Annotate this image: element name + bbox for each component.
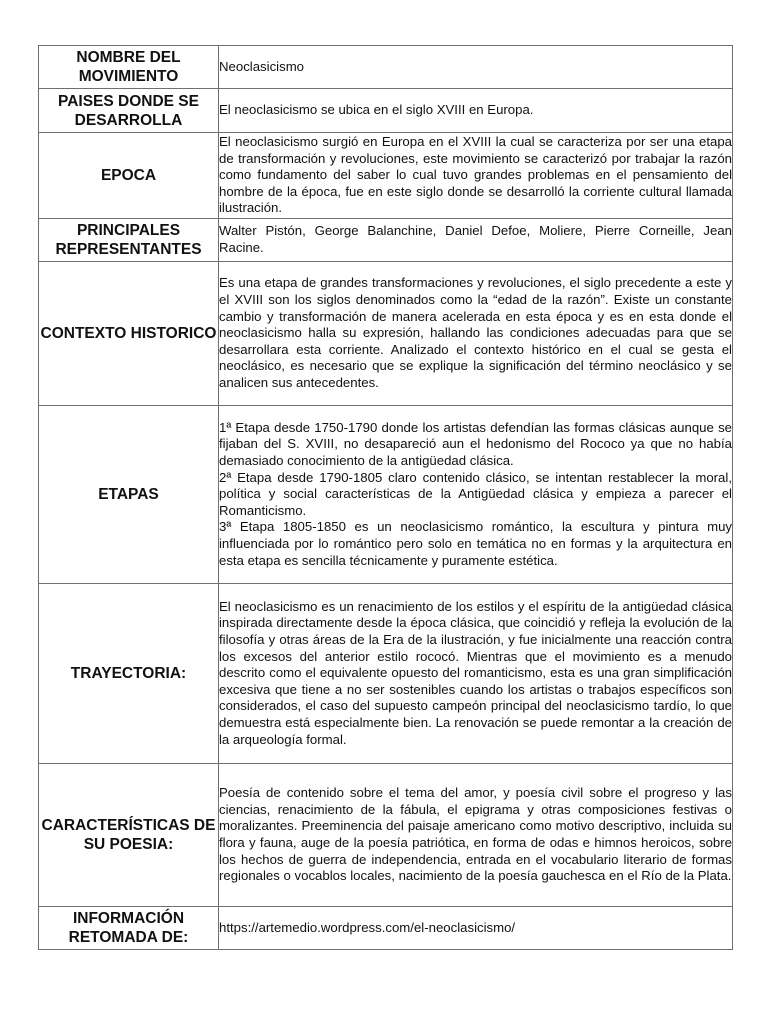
etapa-paragraph: 1ª Etapa desde 1750-1790 donde los artistas defendían las formas clásicas aunque se fijaban del S. XVIII, no desapareció aun el hedonismo del Rococo ya que no había demasiado conocimiento de la antigüedad clásica. <box>219 419 732 469</box>
row-label: EPOCA <box>39 133 219 219</box>
table-row <box>39 584 733 764</box>
source-url: https://artemedio.wordpress.com/el-neoclasicismo/ <box>219 907 733 950</box>
row-content <box>219 406 733 584</box>
etapa-paragraph: 3ª Etapa 1805-1850 es un neoclasicismo romántico, la escultura y pintura muy influenciada por lo romántico pero solo en temática no en formas y la arquitectura en esta etapa es sencilla técnicamente y puramente estética. <box>219 519 732 568</box>
row-label: ETAPAS <box>39 406 219 584</box>
table-row <box>39 406 733 584</box>
row-label: NOMBRE DEL MOVIMIENTO <box>39 46 219 89</box>
table-row <box>39 133 733 219</box>
table-row <box>39 46 733 89</box>
row-content: Poesía de contenido sobre el tema del amor, y poesía civil sobre el progreso y las ciencias, renacimiento de la fábula, el epigrama y otras composiciones festivas o moralizantes. Preeminencia del paisaje americano como motivo descriptivo, incluida su flora y fauna, auge de la poesía patriótica, en forma de odas e himnos heroicos, sobre los hechos de guerra de independencia, entrada en el vocabulario literario de formas regionales o vocablos locales, nacimiento de la poesía gauchesca en el Río de la Plata. <box>219 764 733 907</box>
table-row <box>39 89 733 133</box>
row-content: El neoclasicismo surgió en Europa en el XVIII la cual se caracteriza por ser una etapa de transformación y revoluciones, este movimiento se caracterizó por trabajar la razón como fundamento del saber lo cual tuvo grandes problemas en el pensamiento del hombre de la época, fue en este siglo donde se desarrolló la corriente cultural llamada ilustración. <box>219 133 733 219</box>
document-page <box>38 45 732 950</box>
row-label: TRAYECTORIA: <box>39 584 219 764</box>
row-content: Es una etapa de grandes transformaciones y revoluciones, el siglo precedente a este y el XVIII son los siglos denominados como la “edad de la razón”. Existe un constante cambio y transformación de manera acelerada en esta época y es en esta donde el neoclasicismo halla su expresión, hallando las condiciones adecuadas para que se desarrollara esta corriente. Analizado el contexto histórico en el cual se gesta el neoclásico, es necesario que se explique la significación del término neoclásico y se analicen sus antecedentes. <box>219 262 733 406</box>
row-content: El neoclasicismo se ubica en el siglo XVIII en Europa. <box>219 89 733 133</box>
table-row <box>39 262 733 406</box>
row-label: CONTEXTO HISTORICO <box>39 262 219 406</box>
row-content: El neoclasicismo es un renacimiento de los estilos y el espíritu de la antigüedad clásica inspirada directamente desde la época clásica, que coincidió y refleja la evolución de la filosofía y otras áreas de la Era de la ilustración, y fue inicialmente una reacción contra los excesos del anterior estilo rococó. Mientras que el movimiento es a menudo descrito como el equivalente opuesto del romanticismo, esta es una gran simplificación excesiva que tiene a no ser sostenibles cuando los artistas o trabajos específicos son considerados, el caso del supuesto campeón principal del neoclasicismo tardío, lo que demuestra está especialmente bien. La renovación se puede remontar a la creación de la arqueología formal. <box>219 584 733 764</box>
row-content: Neoclasicismo <box>219 46 733 89</box>
table-row <box>39 219 733 262</box>
table-row <box>39 907 733 950</box>
row-label: CARACTERÍSTICAS DE SU POESIA: <box>39 764 219 907</box>
row-label: INFORMACIÓN RETOMADA DE: <box>39 907 219 950</box>
table-row <box>39 764 733 907</box>
etapa-paragraph: 2ª Etapa desde 1790-1805 claro contenido clásico, se intentan restablecer la moral, política y social características de la Antigüedad clásica y empieza a parecer el Romanticismo. <box>219 469 732 518</box>
row-content: Walter Pistón, George Balanchine, Daniel Defoe, Moliere, Pierre Corneille, Jean Racine. <box>219 219 733 262</box>
movement-info-table <box>38 45 733 950</box>
row-label: PRINCIPALES REPRESENTANTES <box>39 219 219 262</box>
row-label: PAISES DONDE SE DESARROLLA <box>39 89 219 133</box>
